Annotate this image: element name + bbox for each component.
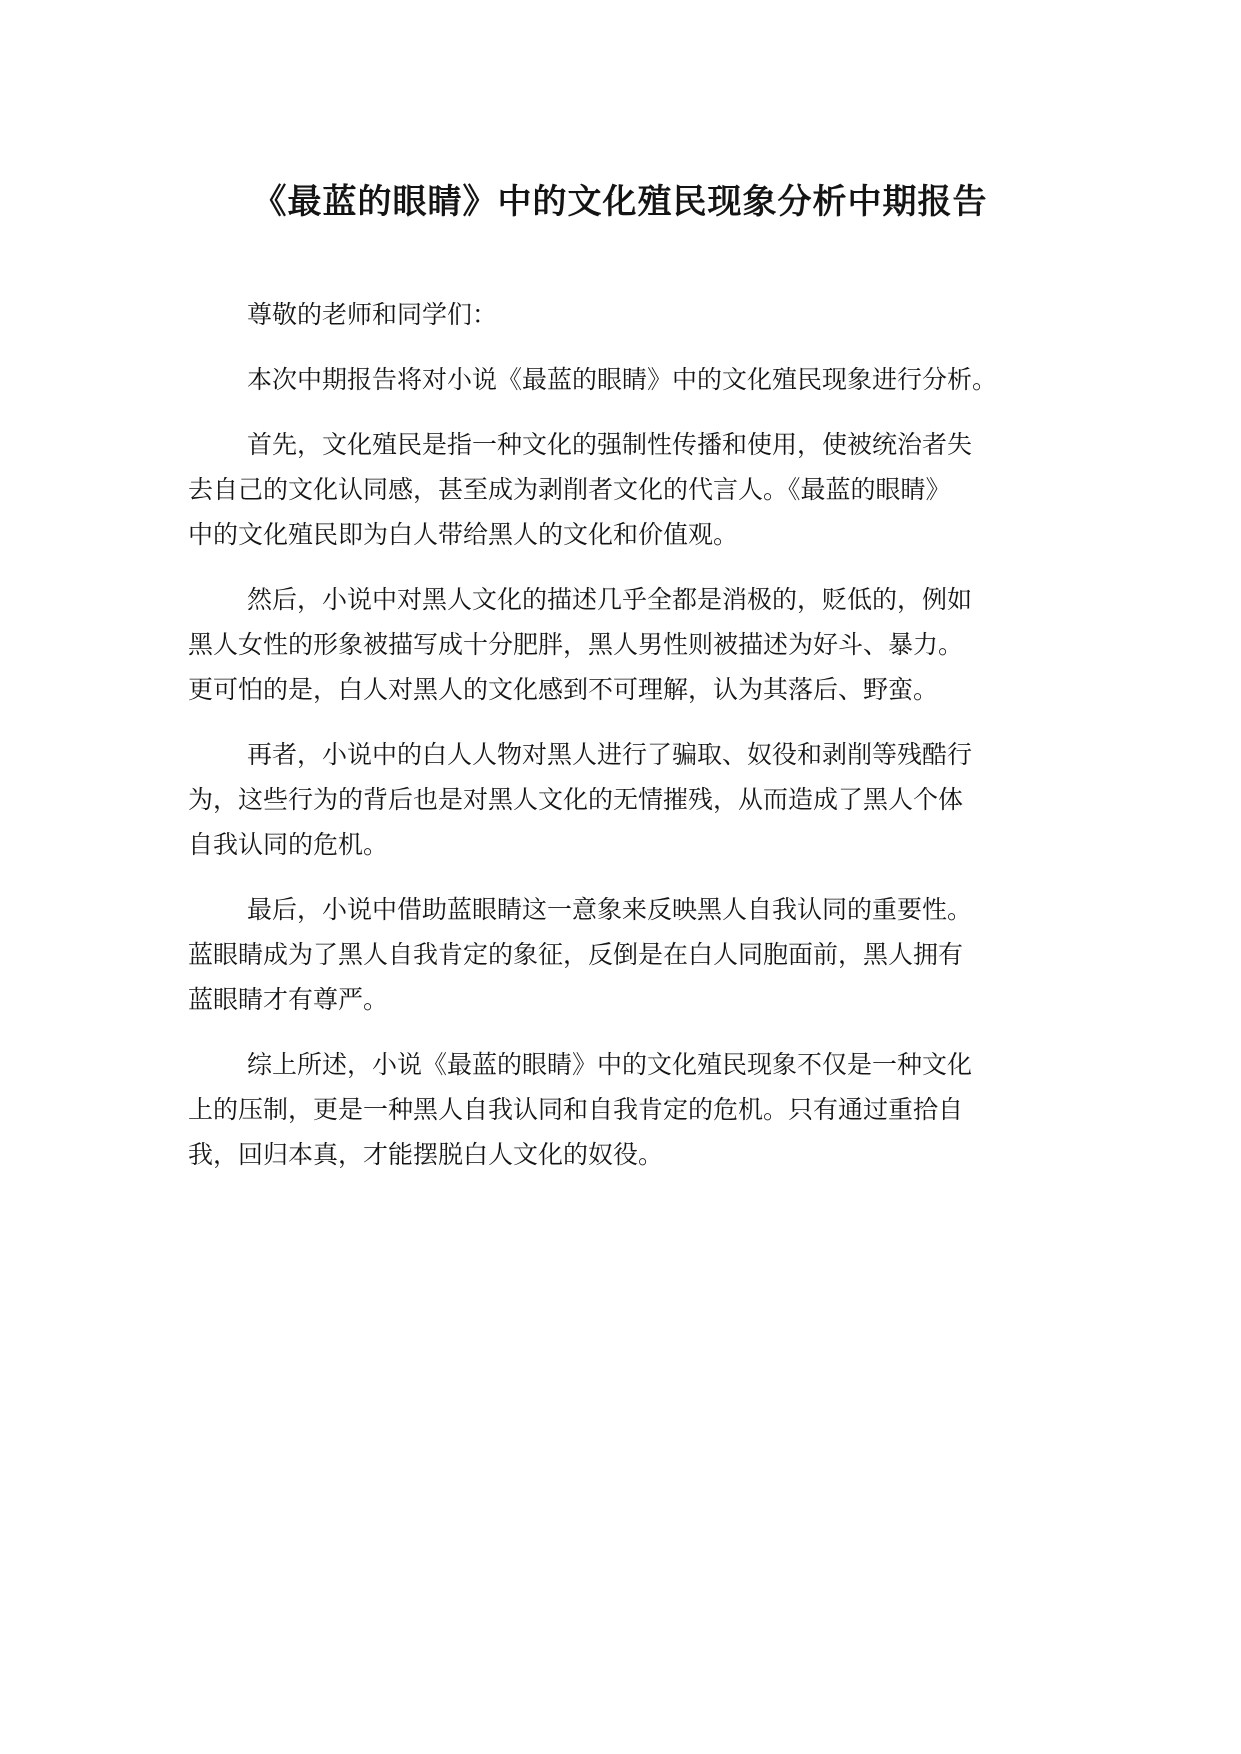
paragraph-line: 黑人女性的形象被描写成十分肥胖，黑人男性则被描述为好斗、暴力。 — [188, 630, 964, 659]
paragraph-line: 综上所述，小说《最蓝的眼睛》中的文化殖民现象不仅是一种文化 — [247, 1050, 973, 1079]
paragraph-second — [188, 577, 1068, 712]
paragraph-line: 为，这些行为的背后也是对黑人文化的无情摧残，从而造成了黑人个体 — [188, 785, 964, 814]
paragraph-line: 最后，小说中借助蓝眼睛这一意象来反映黑人自我认同的重要性。 — [247, 895, 973, 924]
paragraph-line: 去自己的文化认同感，甚至成为剥削者文化的代言人。《最蓝的眼睛》 — [188, 475, 951, 504]
paragraph-line: 蓝眼睛才有尊严。 — [188, 985, 389, 1014]
paragraph-first — [188, 422, 1068, 557]
paragraph-line: 更可怕的是，白人对黑人的文化感到不可理解，认为其落后、野蛮。 — [188, 675, 939, 704]
paragraph-conclusion — [188, 1042, 1068, 1177]
paragraph-line: 自我认同的危机。 — [188, 830, 389, 859]
paragraph-fourth — [188, 887, 1068, 1022]
paragraph-line: 中的文化殖民即为白人带给黑人的文化和价值观。 — [188, 520, 739, 549]
paragraph-line: 再者，小说中的白人人物对黑人进行了骗取、奴役和剥削等残酷行 — [247, 740, 973, 769]
document-body — [188, 292, 1068, 1197]
document-title: 《最蓝的眼睛》中的文化殖民现象分析中期报告 — [252, 182, 988, 222]
paragraph-line: 蓝眼睛成为了黑人自我肯定的象征，反倒是在白人同胞面前，黑人拥有 — [188, 940, 964, 969]
paragraph-intro — [188, 357, 1068, 402]
paragraph-line: 我，回归本真，才能摆脱白人文化的奴役。 — [188, 1140, 664, 1169]
paragraph-third — [188, 732, 1068, 867]
paragraph-line: 然后，小说中对黑人文化的描述几乎全都是消极的，贬低的，例如 — [247, 585, 973, 614]
paragraph-line: 首先，文化殖民是指一种文化的强制性传播和使用，使被统治者失 — [247, 430, 973, 459]
paragraph-line: 尊敬的老师和同学们： — [247, 300, 498, 329]
paragraph-line: 上的压制，更是一种黑人自我认同和自我肯定的危机。只有通过重拾自 — [188, 1095, 964, 1124]
paragraph-greeting — [188, 292, 1068, 337]
paragraph-line: 本次中期报告将对小说《最蓝的眼睛》中的文化殖民现象进行分析。 — [247, 365, 998, 394]
